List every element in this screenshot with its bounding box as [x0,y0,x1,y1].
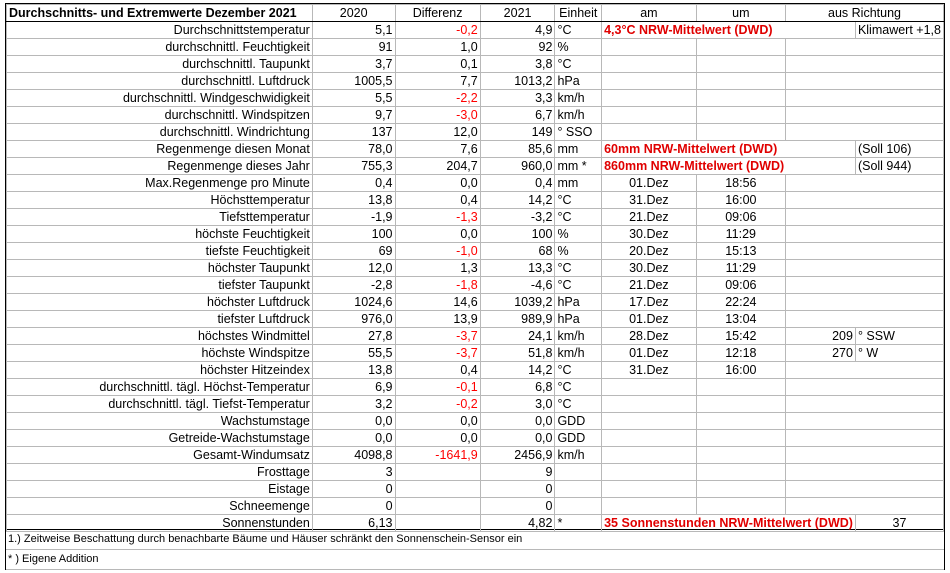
row-label: durchschnittl. Feuchtigkeit [7,39,313,56]
row-label: Regenmenge diesen Monat [7,141,313,158]
date-am: 21.Dez [602,209,697,226]
value-2020: 4098,8 [312,447,395,464]
extra-value [786,379,944,396]
row-label: durchschnittl. Luftdruck [7,73,313,90]
extra-value [786,260,944,277]
extra-value [786,464,944,481]
table-row [7,107,944,124]
value-2021: 14,2 [480,362,555,379]
time-um: 09:06 [696,209,785,226]
date-am [602,90,697,107]
extra-value: Klimawert +1,8 [855,22,943,39]
dwd-note: 4,3°C NRW-Mittelwert (DWD) [602,22,856,39]
value-2020: 3 [312,464,395,481]
extra-value [786,107,944,124]
value-2020: 0,4 [312,175,395,192]
extra-value [786,277,944,294]
value-2020: 91 [312,39,395,56]
col-header-richtung: aus Richtung [786,5,944,22]
value-2021: 4,9 [480,22,555,39]
time-um: 16:00 [696,362,785,379]
row-label: höchste Windspitze [7,345,313,362]
value-2020: 0 [312,498,395,515]
col-header-am: am [602,5,697,22]
date-am: 31.Dez [602,192,697,209]
unit: ° SSO [555,124,602,141]
date-am [602,396,697,413]
value-diff: -0,2 [395,22,480,39]
unit: °C [555,379,602,396]
table-row [7,39,944,56]
value-diff: -1641,9 [395,447,480,464]
value-2020: 755,3 [312,158,395,175]
value-2020: 5,5 [312,90,395,107]
date-am: 01.Dez [602,311,697,328]
value-2021: 0 [480,498,555,515]
extra-value [786,311,944,328]
table-row [7,294,944,311]
table-row [7,73,944,90]
extra-value [786,498,944,515]
footnotes [5,530,945,570]
date-am [602,39,697,56]
unit: % [555,243,602,260]
time-um [696,39,785,56]
row-label: durchschnittl. Windgeschwidigkeit [7,90,313,107]
row-label: Gesamt-Windumsatz [7,447,313,464]
time-um: 18:56 [696,175,785,192]
col-header-um: um [696,5,785,22]
value-2020: 3,7 [312,56,395,73]
value-2021: 14,2 [480,192,555,209]
time-um: 11:29 [696,226,785,243]
value-2021: 68 [480,243,555,260]
extra-value [786,413,944,430]
table-row [7,192,944,209]
value-2020: 78,0 [312,141,395,158]
date-am [602,430,697,447]
value-2020: 1005,5 [312,73,395,90]
value-diff [395,498,480,515]
value-2020: 13,8 [312,192,395,209]
value-2021: 0,4 [480,175,555,192]
extra-value [786,362,944,379]
row-label: durchschnittl. tägl. Höchst-Temperatur [7,379,313,396]
value-2021: 2456,9 [480,447,555,464]
date-am [602,447,697,464]
time-um: 16:00 [696,192,785,209]
direction-degrees: 270 [786,345,856,362]
row-label: höchster Hitzeindex [7,362,313,379]
time-um [696,447,785,464]
value-2021: 6,8 [480,379,555,396]
value-2020: 0,0 [312,430,395,447]
unit [555,464,602,481]
value-2021: 3,8 [480,56,555,73]
table-row [7,22,944,39]
row-label: höchster Taupunkt [7,260,313,277]
extra-value [786,226,944,243]
row-label: Regenmenge dieses Jahr [7,158,313,175]
date-am: 30.Dez [602,260,697,277]
unit [555,481,602,498]
value-2021: 51,8 [480,345,555,362]
unit: °C [555,56,602,73]
value-diff [395,464,480,481]
time-um [696,73,785,90]
value-2020: 0,0 [312,413,395,430]
time-um: 12:18 [696,345,785,362]
unit: °C [555,396,602,413]
unit: km/h [555,447,602,464]
dwd-note: 860mm NRW-Mittelwert (DWD) [602,158,856,175]
col-header-2021: 2021 [480,5,555,22]
table-row [7,260,944,277]
table-row [7,141,944,158]
row-label: Höchsttemperatur [7,192,313,209]
row-label: Wachstumstage [7,413,313,430]
date-am [602,481,697,498]
unit: mm * [555,158,602,175]
value-diff: -3,7 [395,345,480,362]
table-row [7,277,944,294]
unit: km/h [555,328,602,345]
date-am: 30.Dez [602,226,697,243]
time-um: 22:24 [696,294,785,311]
value-2021: 3,0 [480,396,555,413]
value-diff: -2,2 [395,90,480,107]
unit: °C [555,209,602,226]
value-2020: 12,0 [312,260,395,277]
row-label: durchschnittl. Windrichtung [7,124,313,141]
value-diff: -3,0 [395,107,480,124]
direction-label: ° W [855,345,943,362]
time-um [696,107,785,124]
value-2021: 0,0 [480,413,555,430]
value-diff [395,481,480,498]
value-2020: 13,8 [312,362,395,379]
table-row [7,328,944,345]
time-um [696,430,785,447]
value-diff: 0,0 [395,430,480,447]
unit: °C [555,260,602,277]
value-diff: 0,0 [395,175,480,192]
time-um [696,396,785,413]
value-2021: -4,6 [480,277,555,294]
unit: hPa [555,73,602,90]
value-2021: 149 [480,124,555,141]
table-row [7,379,944,396]
extra-value [786,430,944,447]
value-diff: -0,2 [395,396,480,413]
date-am [602,379,697,396]
value-diff: -3,7 [395,328,480,345]
extra-value [786,294,944,311]
extra-value [786,209,944,226]
row-label: tiefste Feuchtigkeit [7,243,313,260]
value-diff [395,515,480,532]
extra-value: 37 [855,515,943,532]
extra-value [786,396,944,413]
value-2021: 4,82 [480,515,555,532]
table-row [7,209,944,226]
header-row [7,5,944,22]
value-2020: -1,9 [312,209,395,226]
unit: km/h [555,90,602,107]
value-diff: 0,0 [395,413,480,430]
table-row [7,56,944,73]
direction-degrees: 209 [786,328,856,345]
value-2021: 13,3 [480,260,555,277]
date-am: 01.Dez [602,175,697,192]
row-label: tiefster Taupunkt [7,277,313,294]
footnote-2: * ) Eigene Addition [6,550,944,570]
value-diff: 12,0 [395,124,480,141]
table-row [7,413,944,430]
value-2021: 0,0 [480,430,555,447]
extra-value [786,243,944,260]
value-2020: 976,0 [312,311,395,328]
date-am: 20.Dez [602,243,697,260]
date-am: 28.Dez [602,328,697,345]
footnote-1: 1.) Zeitweise Beschattung durch benachbarte Bäume und Häuser schränkt den Sonnenschein-Sensor ein [6,530,944,550]
date-am [602,464,697,481]
value-diff: 0,4 [395,362,480,379]
extra-value [786,56,944,73]
value-2021: 1013,2 [480,73,555,90]
row-label: durchschnittl. Taupunkt [7,56,313,73]
unit: hPa [555,311,602,328]
time-um [696,90,785,107]
extra-value: (Soll 106) [855,141,943,158]
table-row [7,90,944,107]
table-row [7,226,944,243]
value-2020: 6,13 [312,515,395,532]
time-um: 13:04 [696,311,785,328]
col-header-2020: 2020 [312,5,395,22]
value-2020: 9,7 [312,107,395,124]
table-row [7,396,944,413]
table-row [7,243,944,260]
unit: °C [555,192,602,209]
value-diff: 14,6 [395,294,480,311]
value-2021: 100 [480,226,555,243]
value-2020: 27,8 [312,328,395,345]
value-diff: -0,1 [395,379,480,396]
unit: mm [555,141,602,158]
unit: °C [555,362,602,379]
value-diff: 0,0 [395,226,480,243]
date-am [602,56,697,73]
date-am [602,73,697,90]
value-2021: 6,7 [480,107,555,124]
table-row [7,498,944,515]
table-row [7,481,944,498]
table-row [7,464,944,481]
value-2021: 960,0 [480,158,555,175]
unit: * [555,515,602,532]
dwd-note: 60mm NRW-Mittelwert (DWD) [602,141,856,158]
unit: hPa [555,294,602,311]
unit: % [555,226,602,243]
row-label: Getreide-Wachstumstage [7,430,313,447]
row-label: Schneemenge [7,498,313,515]
value-2021: 9 [480,464,555,481]
value-diff: 1,3 [395,260,480,277]
value-2021: 989,9 [480,311,555,328]
time-um [696,498,785,515]
date-am [602,498,697,515]
row-label: höchste Feuchtigkeit [7,226,313,243]
table-row [7,158,944,175]
value-2021: 24,1 [480,328,555,345]
date-am: 01.Dez [602,345,697,362]
extra-value [786,481,944,498]
unit: GDD [555,430,602,447]
dwd-note: 35 Sonnenstunden NRW-Mittelwert (DWD) [602,515,856,532]
time-um [696,56,785,73]
row-label: Tiefsttemperatur [7,209,313,226]
value-2020: 137 [312,124,395,141]
time-um: 11:29 [696,260,785,277]
value-2021: 3,3 [480,90,555,107]
value-2020: 69 [312,243,395,260]
direction-label: ° SSW [855,328,943,345]
value-diff: 7,7 [395,73,480,90]
col-header-differenz: Differenz [395,5,480,22]
time-um [696,481,785,498]
extra-value [786,447,944,464]
value-diff: 0,1 [395,56,480,73]
row-label: tiefster Luftdruck [7,311,313,328]
table-row [7,311,944,328]
value-2020: -2,8 [312,277,395,294]
date-am [602,124,697,141]
extra-value [786,39,944,56]
extra-value [786,192,944,209]
row-label: höchstes Windmittel [7,328,313,345]
date-am: 31.Dez [602,362,697,379]
value-diff: -1,0 [395,243,480,260]
value-diff: 204,7 [395,158,480,175]
table-row [7,447,944,464]
value-2020: 1024,6 [312,294,395,311]
unit: km/h [555,107,602,124]
sheet-title: Durchschnitts- und Extremwerte Dezember 2021 [7,5,313,22]
value-2020: 3,2 [312,396,395,413]
value-diff: 0,4 [395,192,480,209]
time-um [696,413,785,430]
unit: °C [555,277,602,294]
extra-value [786,175,944,192]
time-um: 15:13 [696,243,785,260]
unit: km/h [555,345,602,362]
row-label: Frosttage [7,464,313,481]
time-um [696,124,785,141]
extra-value [786,73,944,90]
value-2021: -3,2 [480,209,555,226]
value-2021: 1039,2 [480,294,555,311]
row-label: höchster Luftdruck [7,294,313,311]
table-row [7,515,944,532]
date-am [602,413,697,430]
table-row [7,345,944,362]
value-diff: 1,0 [395,39,480,56]
table-row [7,124,944,141]
time-um: 15:42 [696,328,785,345]
table-row [7,362,944,379]
unit: GDD [555,413,602,430]
value-2020: 6,9 [312,379,395,396]
value-diff: -1,3 [395,209,480,226]
summary-table [6,4,944,532]
value-2021: 0 [480,481,555,498]
col-header-einheit: Einheit [555,5,602,22]
time-um [696,464,785,481]
unit: °C [555,22,602,39]
extra-value [786,90,944,107]
unit: % [555,39,602,56]
date-am: 21.Dez [602,277,697,294]
row-label: Sonnenstunden [7,515,313,532]
time-um [696,379,785,396]
time-um: 09:06 [696,277,785,294]
value-2020: 100 [312,226,395,243]
row-label: Eistage [7,481,313,498]
value-2020: 0 [312,481,395,498]
table-row [7,175,944,192]
row-label: durchschnittl. Windspitzen [7,107,313,124]
value-2020: 55,5 [312,345,395,362]
extra-value: (Soll 944) [855,158,943,175]
value-2021: 85,6 [480,141,555,158]
table-row [7,430,944,447]
weather-summary-sheet [5,3,945,530]
value-diff: 13,9 [395,311,480,328]
row-label: durchschnittl. tägl. Tiefst-Temperatur [7,396,313,413]
value-diff: 7,6 [395,141,480,158]
date-am [602,107,697,124]
extra-value [786,124,944,141]
value-2020: 5,1 [312,22,395,39]
unit: mm [555,175,602,192]
row-label: Max.Regenmenge pro Minute [7,175,313,192]
unit [555,498,602,515]
date-am: 17.Dez [602,294,697,311]
value-diff: -1,8 [395,277,480,294]
row-label: Durchschnittstemperatur [7,22,313,39]
value-2021: 92 [480,39,555,56]
